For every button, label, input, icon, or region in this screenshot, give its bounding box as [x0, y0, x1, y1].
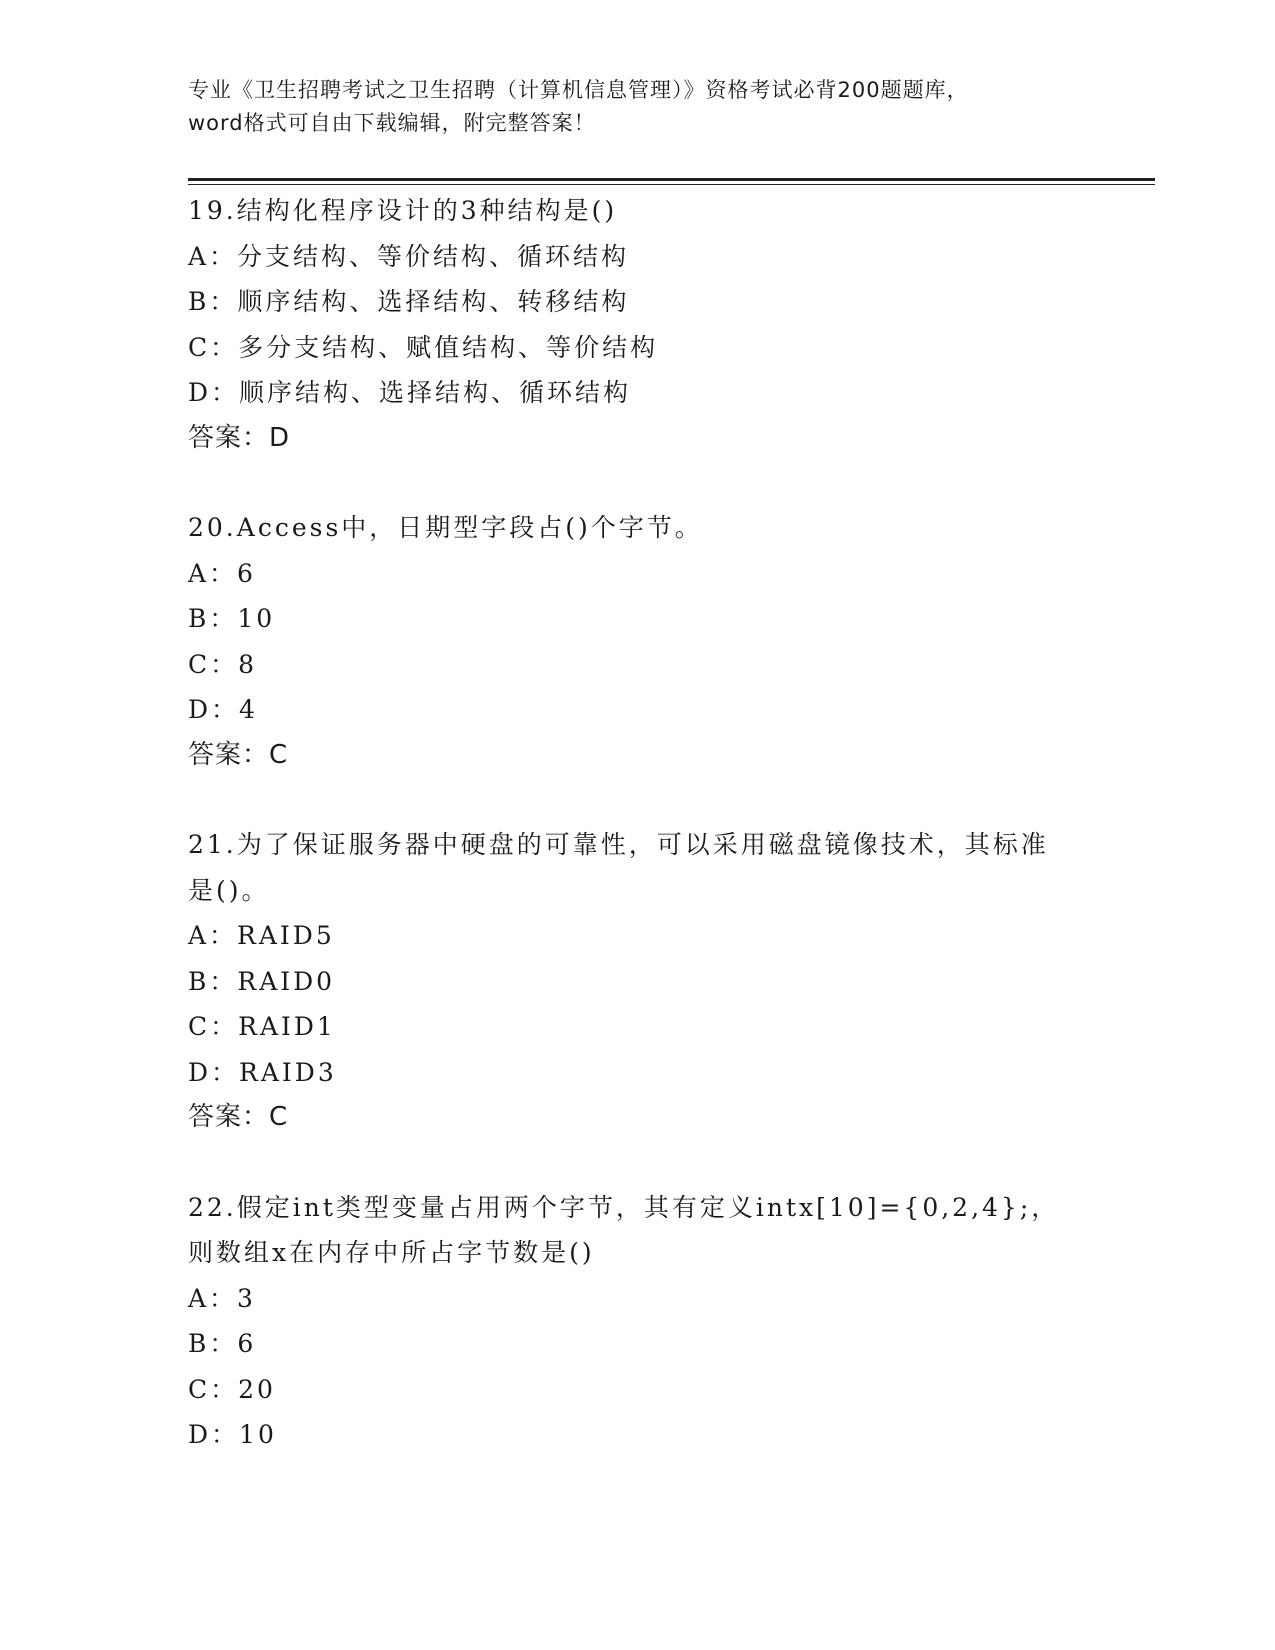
question-text: 20.Access中，日期型字段占()个字节。: [188, 513, 703, 542]
answer: 答案：D: [188, 422, 291, 453]
question-text-line-1: 22.假定int类型变量占用两个字节，其有定义intx[10]={0,2,4};，: [188, 1192, 1060, 1222]
option-a: A：分支结构、等价结构、循环结构: [188, 241, 630, 271]
header-divider-thin: [188, 184, 1155, 185]
question-text: 19.结构化程序设计的3种结构是(): [188, 196, 618, 225]
option-b: B：顺序结构、选择结构、转移结构: [188, 287, 630, 316]
option-c: C：8: [188, 649, 258, 679]
option-a: A：RAID5: [188, 921, 335, 950]
option-c: C：RAID1: [188, 1012, 336, 1041]
option-c: C：20: [188, 1374, 276, 1404]
option-b: B：10: [188, 604, 276, 633]
header-line-2: word格式可自由下载编辑，附完整答案！: [188, 111, 596, 135]
question-20: [188, 505, 1118, 778]
header-divider-thick: [188, 178, 1155, 181]
question-text-line-2: 则数组x在内存中所占字节数是(): [188, 1238, 595, 1267]
document-header: [188, 74, 1088, 140]
option-b: B：6: [188, 1329, 257, 1358]
question-text-line-2: 是()。: [188, 875, 270, 905]
option-d: D：RAID3: [188, 1057, 337, 1087]
option-a: A：6: [188, 558, 256, 588]
answer: 答案：C: [188, 1102, 289, 1132]
option-c: C：多分支结构、赋值结构、等价结构: [188, 332, 659, 362]
question-21: [188, 822, 1118, 1141]
option-d: D：10: [188, 1420, 277, 1449]
question-22: [188, 1185, 1118, 1458]
option-d: D：4: [188, 695, 258, 724]
answer: 答案：C: [188, 739, 289, 770]
header-line-1: 专业《卫生招聘考试之卫生招聘（计算机信息管理）》资格考试必背200题题库，: [188, 78, 969, 102]
question-text-line-1: 21.为了保证服务器中硬盘的可靠性，可以采用磁盘镜像技术，其标准: [188, 830, 1049, 859]
question-list: [188, 188, 1118, 1502]
option-d: D：顺序结构、选择结构、循环结构: [188, 378, 632, 407]
option-b: B：RAID0: [188, 966, 336, 996]
question-19: [188, 188, 1118, 461]
option-a: A：3: [188, 1283, 256, 1313]
